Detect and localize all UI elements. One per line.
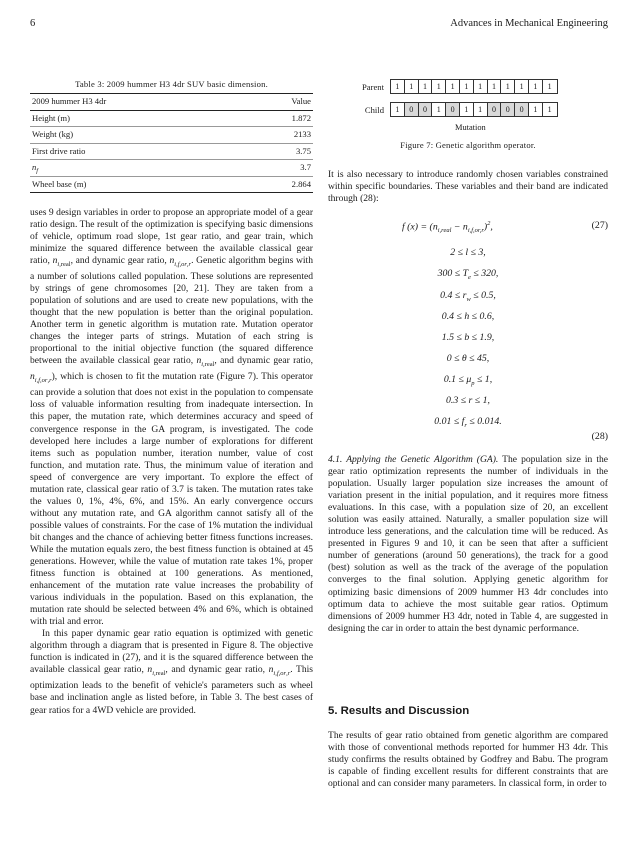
constraint: 2 ≤ l ≤ 3, [450,247,486,258]
table-row [30,127,313,144]
constraint: 1.5 ≤ b ≤ 1.9, [441,332,495,343]
results-paragraph: The results of gear ratio obtained from genetic algorithm are compared with those of conventional methods reported for hummer H3 4dr. This study confirms the results obtained by Godfrey and Babu. The program is capable of finding excellent results for different constraints that are optional and can consider many parameters. In classical form, in order to [328,730,608,790]
gene-bit: 0 [488,103,502,116]
equation-27-number: (27) [591,220,608,231]
gene-bit: 1 [529,103,543,116]
table-cell-label-nf: $n_f$ [32,162,39,175]
child-label: Child [364,104,384,115]
constraint: $300 \le T_e \le 320$, [437,268,499,281]
constraint: 0.3 ≤ r ≤ 1, [446,395,490,406]
table-row [30,177,313,193]
table-cell-label: Wheel base (m) [32,178,87,189]
subsection-text: The population size in the gear ratio optimization represents the number of individuals in the population. Usually larger population size increases the amount of variation present in the initial population, and it requires more fitness evaluations. In this case, with a population size of 20, an excellent solution was easily attained. Naturally, a smaller population size will introduce less generations, and the calculation time will be reduced. As presented in Figures 9 and 10, it can be seen that after a sufficient number of generations (around 50 generations), the track for a good (best) solution as well as the track of the average of the population converges to the final solution. Applying genetic algorithm for optimizing basic dimensions of 2009 hummer H3 4dr concludes into optimum data to achieve the most suitable gear ratios. Optimum dimensions of 2009 hummer H3 4dr, noted in Table 4, are suggested in designing the car in order to attain the best dynamic performance. [328,454,609,634]
gene-bit: 0 [446,103,460,116]
gene-bit: 1 [391,103,405,116]
table-cell-value: 3.75 [295,145,311,156]
gene-bit: 1 [446,80,460,93]
constraint: $0.1 \le \mu_p \le 1$, [443,374,493,387]
constraint: $0.01 \le f_r \le 0.014$. [434,416,502,429]
gene-bit: 1 [547,105,552,114]
table-row [30,160,313,177]
gene-bit: 1 [501,80,515,93]
parent-label: Parent [362,81,384,92]
left-paragraph-2: In this paper dynamic gear ratio equation is optimized with genetic algorithm through a diagram that is presented in Figure 8. The objective function is indicated in (27), and it is the squared difference between the available classical gear ratio, $n_{i,real}$, and dynamic gear ratio, $n_{i,f,or,r}$. This optimization leads to the benefit of vehicle's parameters such as wheel base and inclination angle as listed before, in Table 3. The best cases of gear ratios for a 4WD vehicle are provided. [30,628,313,716]
table-cell-label: Weight (kg) [32,129,74,139]
subsection-heading: 4.1. Applying the Genetic Algorithm (GA). [328,454,499,465]
gene-bit: 1 [474,80,488,93]
table-cell-label: Height (m) [32,112,70,123]
gene-bit: 1 [547,82,552,91]
figure-caption: Figure 7: Genetic algorithm operator. [400,140,536,150]
table-cell-label: First drive ratio [32,145,86,156]
journal-title: Advances in Mechanical Engineering [450,18,608,29]
table-row [30,144,313,161]
gene-bit: 1 [432,80,446,93]
gene-bit: 0 [501,103,515,116]
equation-27: f $(x) = (n_{i,real} - n_{i,f,or,r})^2$, [402,220,493,235]
table-cell-value: 1.872 [291,112,311,123]
gene-bit: 0 [419,103,433,116]
left-column [30,207,313,717]
parent-chromosome [351,79,558,94]
right-intro: It is also necessary to introduce randomly chosen variables constrained within specific boundaries. These variables and their band are indicated through (28): [328,169,608,205]
gene-bit: 1 [405,80,419,93]
child-bits [390,102,558,117]
gene-bit: 1 [515,80,529,93]
dimension-table [30,93,313,193]
table-cell-value: 2.864 [291,178,311,189]
table-row [30,111,313,128]
gene-bit: 1 [419,80,433,93]
table-header-label: 2009 hummer H3 4dr [32,96,107,106]
constraint: 0 ≤ θ ≤ 45, [446,353,490,364]
gene-bit: 1 [460,103,474,116]
constraint: $0.4 \le r_w \le 0.5$, [440,290,496,303]
ga-paragraph [328,454,608,635]
table-cell-value: 3.7 [300,162,311,172]
gene-bit: 1 [474,103,488,116]
left-paragraph-1: uses 9 design variables in order to propose an appropriate model of a gear ratio design. The result of the optimization is specifying basic dimensions of vehicle, optimum road slope, 1st gear ratio, and gear train, which minimize the squared difference between the available classical gear ratio, $n_{i,real}$, and dynamic gear ratio, $n_{i,f,or,r}$. Genetic algorithm begins with a number of solutions called population. These solutions are represented by strings of gene chromosomes [20, 21]. They are taken from a population of solutions and are used to create new populations, with the thought that the new population is better than the original population. Another term in genetic algorithm is mutation rate. Mutation operator changes the integer parts of strings. Mutation of each string is proportional to the initial objective function (the squared difference between the available classical gear ratio, $n_{i,real}$, and dynamic gear ratio, $n_{i,f,or,r}$), which is chosen to fit the mutation rate (Figure 7). This operator can provide a solution that does not exist in the population to compensate loss of valuable information resulting from inadequate intersection. In this paper, the mutation rate, which determines accuracy and speed of convergence response in the GA program, is investigated. The code developed here includes a large number of explorations for different items such as population number, iteration number, value of cost function, and mutation rate. Thus, the minimum value of iteration and speed of convergence are very important. To explore the effect of mutation rate, classical gear ratio of 3.7 is taken. The mutation rates take the values 0, 1%, 4%, 6%, and 15%. An early convergence occurs without any mutation rate, and GA algorithm cannot satisfy all of the possible values of constraints. For the case of 1% mutation the individual bit changes and the chance of achieving better fitness functions increases. While the mutation equals zero, the best fitness function is obtained at 45 generations. However, while the value of mutation rate takes 1%, proper fitness function is obtained at 100 generations. As mentioned, enhancement of the mutation rate value increases the probability of various individuals in the population. Based on this explanation, the mutation rate should be selected between 4% and 6%, which is obtained with trial and error. [30,207,314,628]
page-number: 6 [30,18,36,29]
gene-bit: 1 [488,80,502,93]
equation-28-number: (28) [591,431,608,442]
section-heading: 5. Results and Discussion [328,705,470,717]
gene-bit: 1 [432,103,446,116]
gene-bit: 1 [529,80,543,93]
gene-bit: 0 [515,103,529,116]
table-header-value: Value [291,96,311,106]
mutation-label: Mutation [455,123,486,132]
table-caption: Table 3: 2009 hummer H3 4dr SUV basic dimension. [75,79,268,89]
child-chromosome [351,102,558,117]
gene-bit: 1 [391,80,405,93]
gene-bit: 1 [460,80,474,93]
table-cell-value: 2133 [293,129,311,139]
gene-bit: 0 [405,103,419,116]
constraint: 0.4 ≤ h ≤ 0.6, [441,311,495,322]
table-header-row [30,94,313,111]
parent-bits [390,79,558,94]
